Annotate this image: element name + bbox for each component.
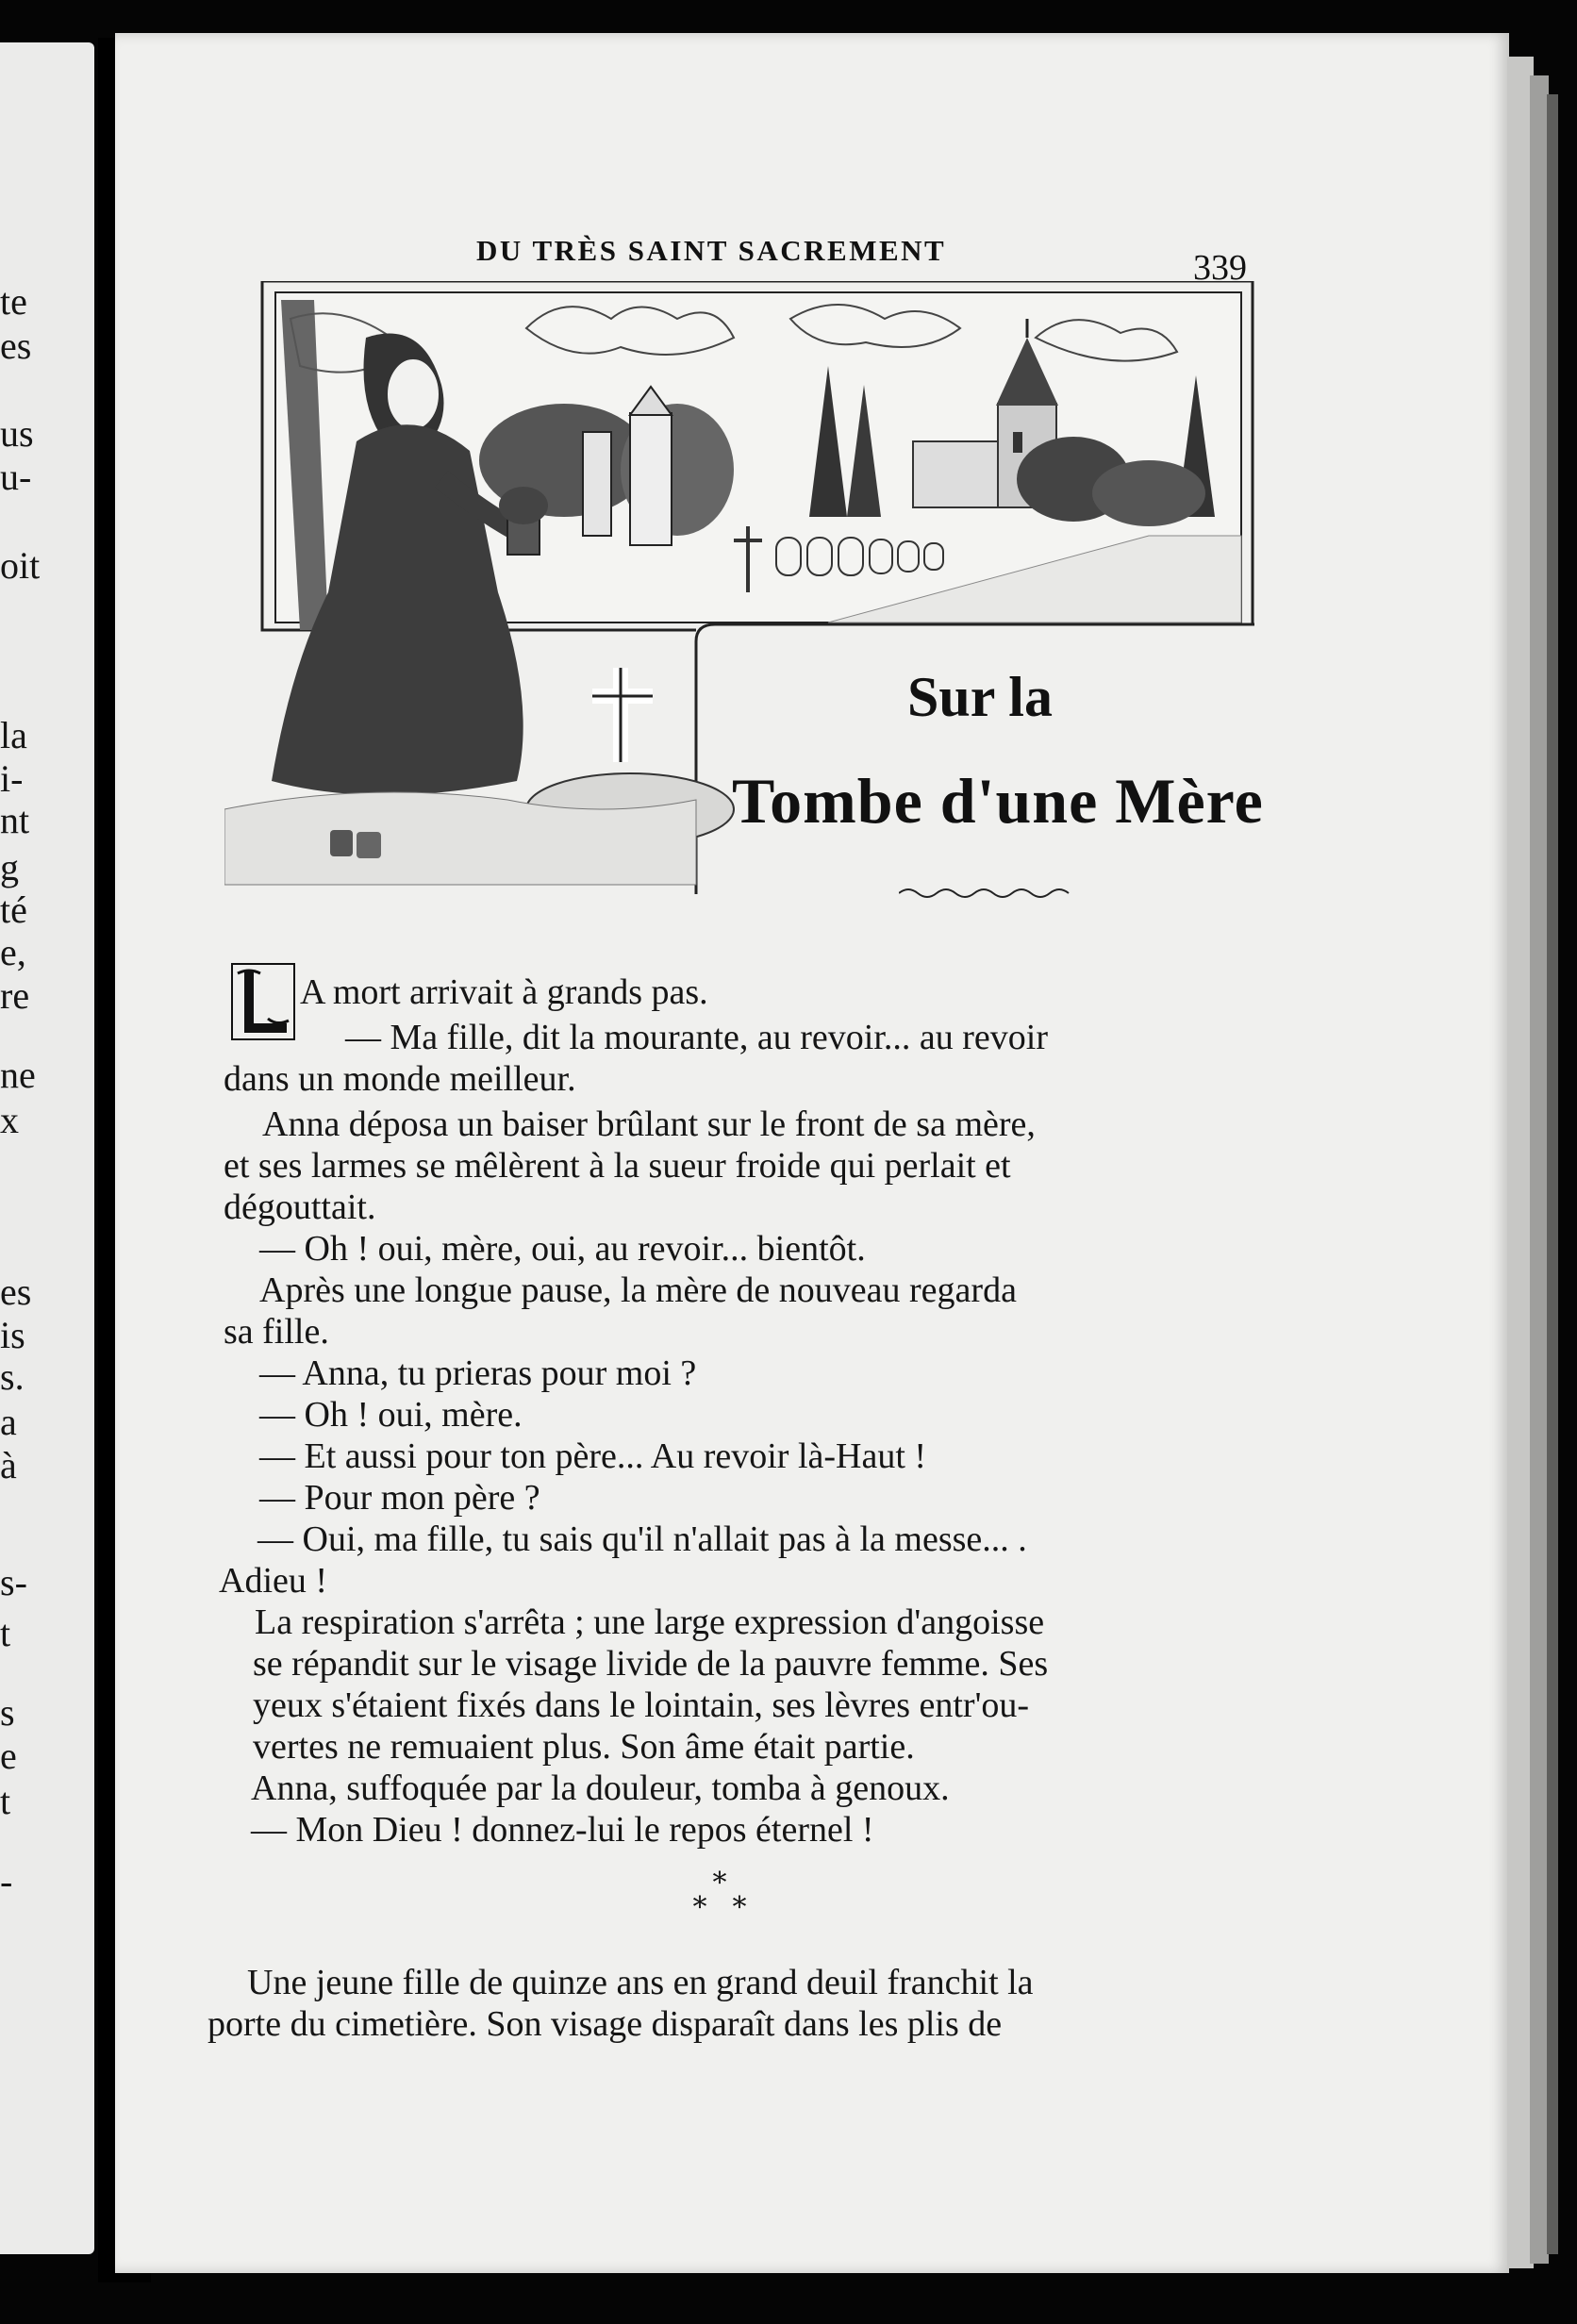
body-line: dégouttait. [224,1187,376,1227]
title-line-1: Sur la [907,666,1053,728]
body-line: — Ma fille, dit la mourante, au revoir... au revoir [345,1018,1048,1057]
svg-text:*: * [692,1891,707,1922]
left-page-fragment-text: i- [0,757,24,800]
body-line: — Mon Dieu ! donnez-lui le repos éternel ! [251,1810,874,1850]
left-page-fragment-text: is [0,1314,25,1356]
page-edge [1547,94,1558,2254]
body-line: — Anna, tu prieras pour moi ? [259,1353,697,1393]
body-line: Anna déposa un baiser brûlant sur le front de sa mère, [262,1104,1036,1144]
continuation-line: Une jeune fille de quinze ans en grand deuil franchit la [247,1963,1034,2002]
left-page-fragment-text: nt [0,799,30,841]
left-page-fragment-text: s. [0,1355,25,1398]
svg-text:*: * [732,1891,747,1922]
body-line: yeux s'étaient fixés dans le lointain, ses lèvres entr'ou- [253,1685,1030,1725]
body-line: se répandit sur le visage livide de la pauvre femme. Ses [253,1644,1049,1684]
page-number: 339 [1193,248,1247,288]
left-page-fragment [0,42,94,2254]
left-page-fragment-text: t [0,1612,11,1654]
left-page-fragment-text: oit [0,544,41,587]
left-page-fragment-text: e [0,1735,17,1777]
left-page-fragment-text: e, [0,931,26,973]
left-page-fragment-text: g [0,846,19,888]
left-page-fragment-text: x [0,1099,19,1141]
left-page-fragment-text: a [0,1401,17,1443]
title-ornament [899,884,1078,903]
left-page-fragment-text: re [0,974,30,1017]
left-page-fragment-text: es [0,1270,32,1313]
body-line: sa fille. [224,1312,329,1352]
body-line: Adieu ! [219,1561,328,1601]
left-page-fragment-text: té [0,888,27,931]
body-line: A mort arrivait à grands pas. [300,972,708,1012]
continuation-line: porte du cimetière. Son visage disparaît dans les plis de [208,2004,1003,2044]
body-line: — Et aussi pour ton père... Au revoir là-Haut ! [259,1436,927,1476]
body-line: vertes ne remuaient plus. Son âme était partie. [253,1727,915,1767]
left-page-fragment-text: us [0,412,34,455]
left-page-fragment-text: - [0,1860,13,1902]
left-page-fragment-text: ne [0,1054,36,1096]
body-line: La respiration s'arrêta ; une large expression d'angoisse [255,1602,1045,1642]
left-page-fragment-text: t [0,1780,11,1822]
left-page-fragment-text: la [0,714,27,756]
asterism [687,1869,753,1922]
body-line: dans un monde meilleur. [224,1059,576,1099]
body-line: — Oh ! oui, mère, oui, au revoir... bientôt. [259,1229,866,1269]
body-line: et ses larmes se mêlèrent à la sueur froide qui perlait et [224,1146,1011,1186]
title-line-2: Tombe d'une Mère [732,765,1264,837]
body-line: — Oh ! oui, mère. [259,1395,523,1435]
page-edge [1530,75,1549,2264]
left-page-fragment-text: te [0,280,27,323]
left-page-fragment-text: à [0,1444,17,1486]
svg-text:*: * [712,1869,727,1900]
left-page-fragment-text: es [0,324,32,367]
body-line: — Pour mon père ? [259,1478,540,1518]
left-page-fragment-text: s [0,1691,15,1734]
left-page-fragment-text: u- [0,456,32,498]
body-line: — Oui, ma fille, tu sais qu'il n'allait pas à la messe... . [257,1519,1027,1559]
body-line: Après une longue pause, la mère de nouveau regarda [259,1270,1017,1310]
drop-cap-l [230,962,296,1041]
body-line: Anna, suffoquée par la douleur, tomba à genoux. [251,1768,950,1808]
running-head: DU TRÈS SAINT SACREMENT [476,234,947,267]
left-page-fragment-text: s- [0,1561,27,1603]
